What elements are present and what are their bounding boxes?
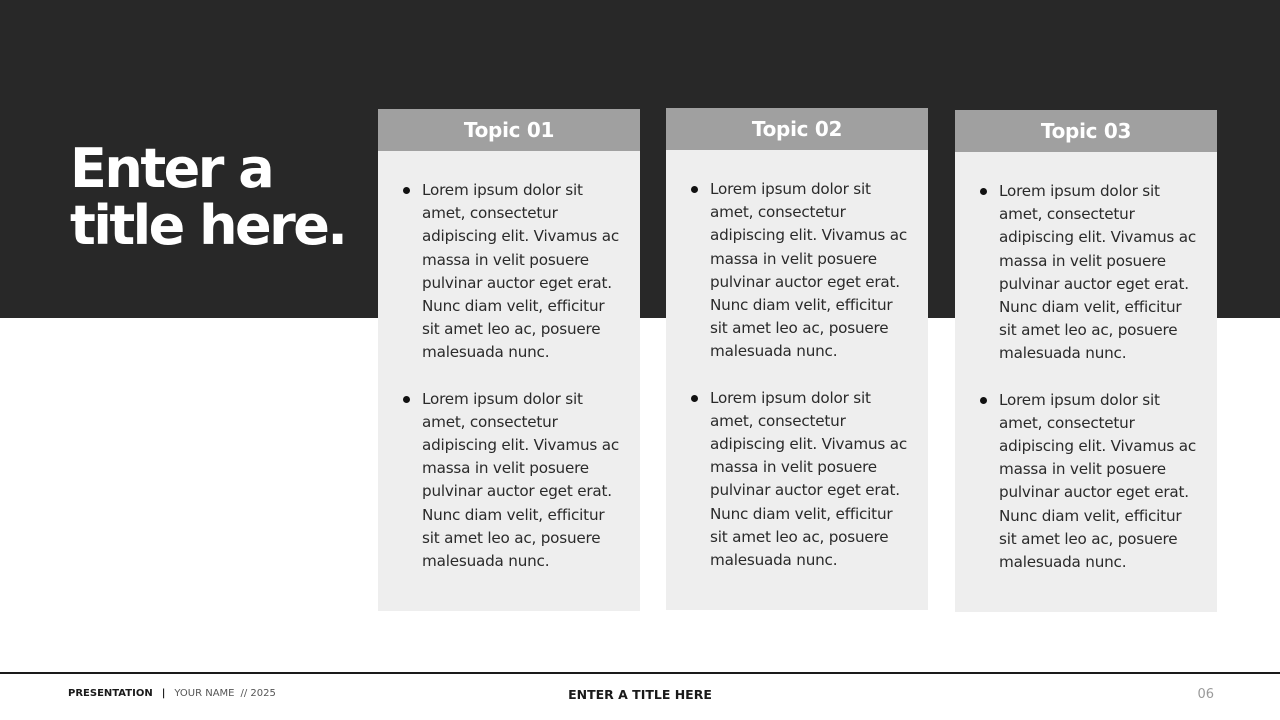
slide-title: Enter a title here. <box>70 137 346 257</box>
bullet-dot-icon <box>980 397 987 404</box>
bullet-dot-icon <box>691 395 698 402</box>
topic-card-title: Topic 03 <box>1040 119 1132 143</box>
topic-card-header <box>378 109 640 151</box>
bullet-text: Lorem ipsum dolor sit amet, consectetur adipiscing elit. Vivamus ac massa in velit posuere pulvinar auctor eget erat. Nunc diam velit, efficitur sit amet leo ac, posuere malesuada nunc. <box>710 180 907 361</box>
page-number: 06 <box>1197 687 1214 702</box>
bullet-list <box>688 178 908 572</box>
footer-separator: | <box>161 688 166 699</box>
bullet-list <box>400 179 620 573</box>
bullet-item <box>400 388 620 574</box>
bullet-item <box>688 178 908 364</box>
topic-card-header <box>666 108 928 150</box>
bullet-text: Lorem ipsum dolor sit amet, consectetur adipiscing elit. Vivamus ac massa in velit posuere pulvinar auctor eget erat. Nunc diam velit, efficitur sit amet leo ac, posuere malesuada nunc. <box>422 181 619 362</box>
footer-title: ENTER A TITLE HERE <box>568 687 712 702</box>
topic-card-title: Topic 02 <box>751 117 843 141</box>
footer-year: // 2025 <box>240 688 276 699</box>
bullet-dot-icon <box>691 186 698 193</box>
bullet-text: Lorem ipsum dolor sit amet, consectetur adipiscing elit. Vivamus ac massa in velit posuere pulvinar auctor eget erat. Nunc diam velit, efficitur sit amet leo ac, posuere malesuada nunc. <box>999 390 1196 572</box>
bullet-text: Lorem ipsum dolor sit amet, consectetur adipiscing elit. Vivamus ac massa in velit posuere pulvinar auctor eget erat. Nunc diam velit, efficitur sit amet leo ac, posuere malesuada nunc. <box>999 182 1196 363</box>
topic-card-body <box>666 150 928 572</box>
footer-presentation-label: PRESENTATION <box>68 688 153 699</box>
footer-author-name: YOUR NAME <box>174 688 235 699</box>
bullet-item <box>977 389 1197 575</box>
topic-card-3 <box>955 110 1217 612</box>
bullet-item <box>688 387 908 573</box>
bullet-dot-icon <box>403 187 410 194</box>
topic-card-header <box>955 110 1217 152</box>
topic-card-2 <box>666 108 928 610</box>
topic-card-body <box>378 151 640 573</box>
bullet-item <box>977 180 1197 366</box>
bullet-dot-icon <box>403 396 410 403</box>
topic-card-title: Topic 01 <box>463 118 555 142</box>
bullet-dot-icon <box>980 188 987 195</box>
footer-divider <box>0 672 1280 674</box>
bullet-item <box>400 179 620 365</box>
topic-card-1 <box>378 109 640 611</box>
bullet-list <box>977 180 1197 574</box>
bullet-text: Lorem ipsum dolor sit amet, consectetur adipiscing elit. Vivamus ac massa in velit posuere pulvinar auctor eget erat. Nunc diam velit, efficitur sit amet leo ac, posuere malesuada nunc. <box>710 388 907 570</box>
topic-card-body <box>955 152 1217 574</box>
bullet-text: Lorem ipsum dolor sit amet, consectetur adipiscing elit. Vivamus ac massa in velit posuere pulvinar auctor eget erat. Nunc diam velit, efficitur sit amet leo ac, posuere malesuada nunc. <box>422 389 619 571</box>
